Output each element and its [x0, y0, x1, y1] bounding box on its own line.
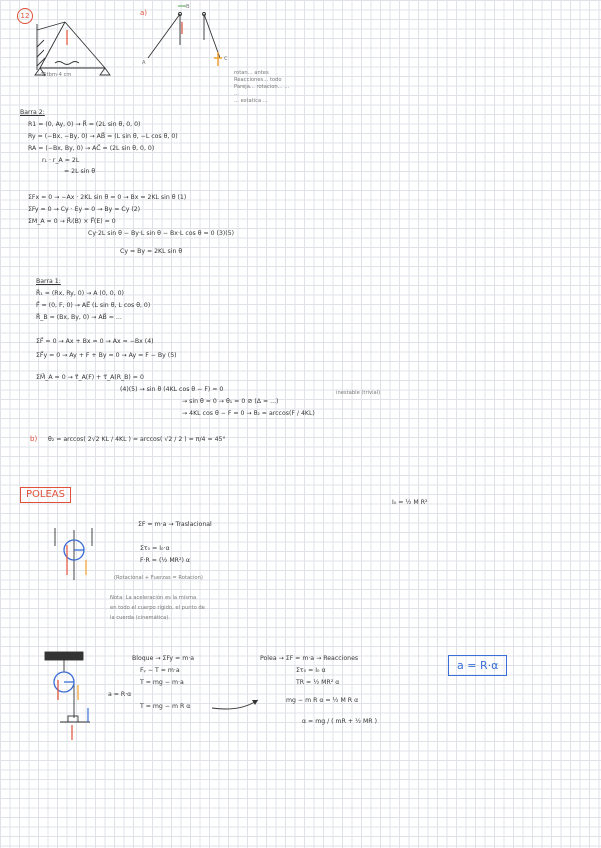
pulley2-left-line: T = mg − m R α — [140, 703, 191, 710]
block2-line: ΣFx = 0 → −Ax · 2KL sin θ = 0 → Bx = 2KL sin θ (1) — [28, 194, 187, 201]
block3-note: inestable (trivial) — [336, 390, 381, 396]
diagram2-note-3: Pareja... rotacion... ... — [234, 84, 290, 90]
block2-line: Cy·2L sin θ − By·L sin θ − Bx·L cos θ = 0 (3)(5) — [88, 230, 235, 237]
block3-line: R⃗_B = (Bx, By, 0) → AB⃗ = ... — [36, 314, 122, 321]
block1-line: R1 = (0, Ay, 0) → R⃗ = (2L sin θ, 0, 0) — [28, 121, 141, 128]
block3-line: (4)(5) → sin θ (4KL cos θ − F) = 0 — [120, 386, 224, 393]
problem-number-badge: 12 — [17, 8, 33, 24]
block3-line: → 4KL cos θ − F = 0 → θ₂ = arccos(F / 4KL) — [182, 410, 315, 417]
block3-title: Barra 1: — [36, 278, 61, 285]
diagram2-note-2: Reacciones... todo — [234, 77, 282, 83]
pulley2-right-line: mg − m R α = ½ M R α — [286, 697, 359, 704]
pulley2-right-line: TR = ½ MR² α — [296, 679, 340, 686]
block1-line: RA = (−Bx, By, 0) → AC⃗ = (2L sin θ, 0, 0) — [28, 145, 155, 152]
part-b-label: b) — [30, 435, 38, 443]
block3-line: ΣM⃗_A = 0 → τ⃗_A(F) + τ⃗_A(R_B) = 0 — [36, 374, 144, 381]
pulley2-right-line: α = mg / ( mR + ½ MR ) — [302, 718, 377, 725]
truss-sketch-2 — [148, 13, 220, 59]
pulley-sketch-2 — [45, 652, 90, 722]
pulley1-line: Στ₀ = I₀·α — [140, 545, 170, 552]
diagram2-top-label: B — [186, 4, 190, 10]
inertia-formula: I₀ = ½ M R² — [392, 499, 428, 506]
diagram2-note-1: rotan... antes — [234, 70, 269, 76]
pulley2-right-line: Polea → ΣF = m·a → Reacciones — [260, 655, 359, 662]
block3-line: R⃗₁ = (Rx, Ry, 0) → A (0, 0, 0) — [36, 290, 124, 297]
diagram2-note-5: ... estatica ... — [234, 98, 268, 104]
block2-line: ΣM_A = 0 → R⃗ᵢ(B) × F⃗(E) = 0 — [28, 218, 116, 225]
pulley1-line: F·R = (½ MR²) α — [140, 557, 190, 564]
diagram2-left-label: A — [142, 60, 146, 66]
block1-title: Barra 2: — [20, 109, 45, 116]
part-a-label: a) — [140, 9, 148, 17]
section-title: POLEAS — [20, 487, 71, 503]
diagram2-right-label: C — [224, 56, 228, 62]
pulley1-line: la cuerda (cinemática). — [110, 615, 170, 621]
pulley1-line: en todo el cuerpo rígido, el punto de — [110, 605, 205, 611]
highlighted-formula: a = R·α — [448, 655, 507, 676]
part-b-formula: θ₂ = arccos( 2√2 KL / 4KL ) = arccos( √2 / 2 ) = π/4 = 45° — [48, 436, 226, 443]
diagram1-label: 45tbm·4 cm — [40, 72, 72, 78]
block3-line: F⃗ = (0, F, 0) → AE⃗ (L sin θ, L cos θ, 0) — [36, 302, 151, 309]
block1-line: = 2L sin θ — [64, 168, 96, 175]
pulley2-left-line: Fᵧ − T = m·a — [140, 667, 180, 674]
block2-line: ΣFy = 0 → Cy · Ey = 0 → By = Cy (2) — [28, 206, 141, 213]
block1-line: Ry = (−Bx, −By, 0) → AB⃗ = (L sin θ, −L cos θ, 0) — [28, 133, 178, 140]
pulley2-right-line: Στ₀ = I₀ α — [296, 667, 326, 674]
pulley2-left-line: Bloque → ΣFy = m·a — [132, 655, 194, 662]
pulley2-left-line: T = mg − m·a — [140, 679, 184, 686]
block2-line: Cy = By = 2KL sin θ — [120, 248, 183, 255]
block3-line: ΣF⃗ = 0 → Ax + Bx = 0 → Ax = −Bx (4) — [36, 338, 154, 345]
block3-line: ΣF⃗y = 0 → Ay + F + By = 0 → Ay = F − By (5) — [36, 352, 177, 359]
block1-line: r₁ · r_A = 2L — [42, 157, 80, 164]
truss-sketch-1 — [35, 22, 110, 75]
pulley2-left-line: a = R·α — [108, 691, 132, 698]
block3-line: → sin θ = 0 → θ₁ = 0 ⊘ (Δ = ...) — [182, 398, 279, 405]
pulley1-line: (Rotacional + Fuerzas = Rotacion) — [114, 575, 203, 581]
diagram2-note-4: ... — [234, 91, 239, 97]
pulley1-line: Nota: La aceleración es la misma — [110, 595, 197, 601]
pulley1-line: ΣF = m·a → Traslacional — [138, 521, 212, 528]
